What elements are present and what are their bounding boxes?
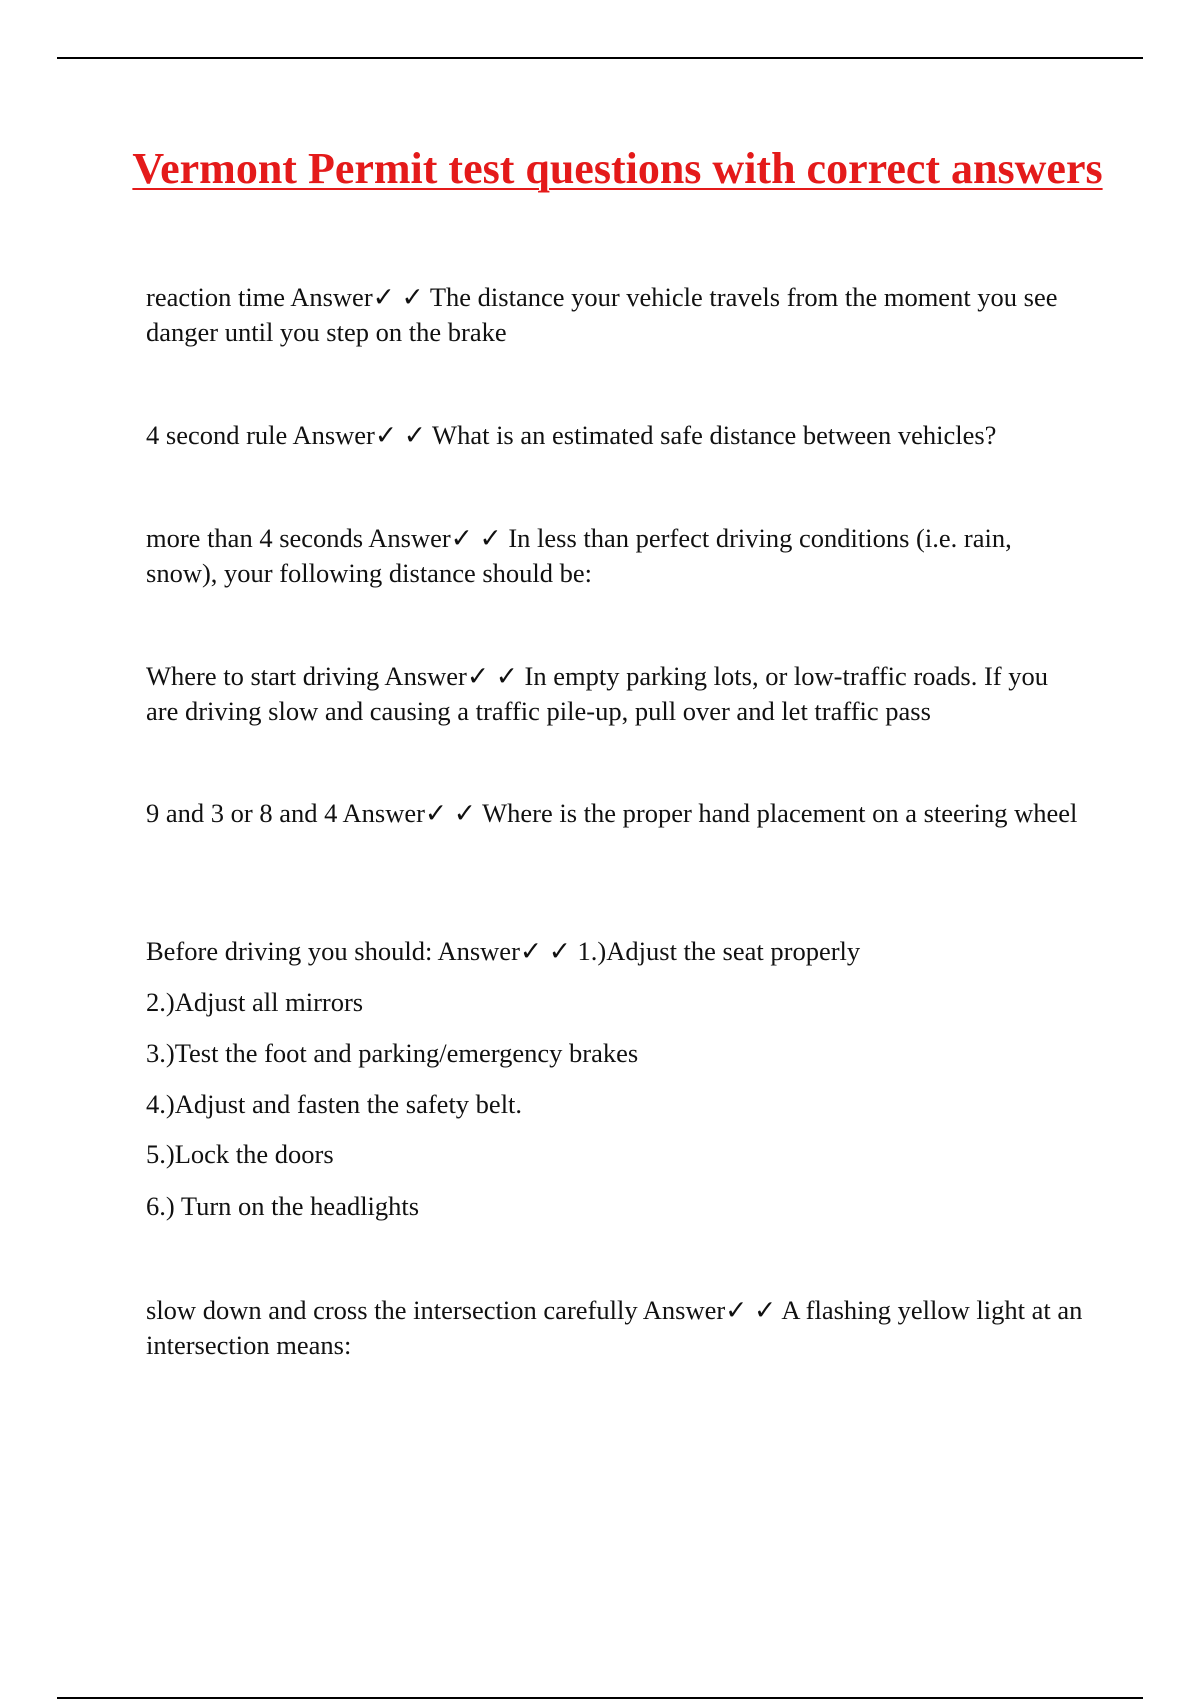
checklist-item: 4.)Adjust and fasten the safety belt. xyxy=(146,1089,523,1119)
checklist-item: 6.) Turn on the headlights xyxy=(146,1191,420,1221)
qa-entry: 4 second rule Answer✓ ✓ What is an estimated safe distance between vehicles? xyxy=(146,420,997,450)
checklist-item: 5.)Lock the doors xyxy=(146,1139,334,1169)
footer-rule xyxy=(57,1697,1143,1699)
qa-entry: 9 and 3 or 8 and 4 Answer✓ ✓ Where is the proper hand placement on a steering wheel xyxy=(146,798,1078,828)
qa-entry: more than 4 seconds Answer✓ ✓ In less than perfect driving conditions (i.e. rain, snow), your following distance should be: xyxy=(146,523,1012,588)
qa-entry: reaction time Answer✓ ✓ The distance your vehicle travels from the moment you see danger until you step on the brake xyxy=(146,282,1058,347)
qa-entry: Before driving you should: Answer✓ ✓ 1.)Adjust the seat properly xyxy=(146,936,861,966)
document-title: Vermont Permit test questions with correct answers xyxy=(132,144,1103,193)
qa-entry: slow down and cross the intersection carefully Answer✓ ✓ A flashing yellow light at an intersection means: xyxy=(146,1295,1083,1360)
header-rule xyxy=(57,57,1143,59)
checklist-item: 2.)Adjust all mirrors xyxy=(146,987,364,1017)
checklist-item: 3.)Test the foot and parking/emergency brakes xyxy=(146,1038,639,1068)
qa-entry: Where to start driving Answer✓ ✓ In empty parking lots, or low-traffic roads. If you are driving slow and causing a traffic pile-up, pull over and let traffic pass xyxy=(146,661,1049,726)
